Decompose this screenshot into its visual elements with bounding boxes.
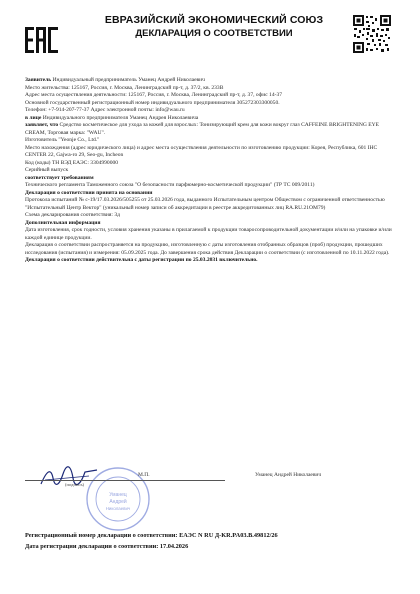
document-title <box>82 14 346 39</box>
body-line: Место нахождения (адрес юридического лица) и адрес места осуществления деятельности по изготовлению продукции: Корея, Республика, 601 IHC CENTER 22, Gajwa-ro 29, Seo-gu, Incheon <box>25 144 378 158</box>
registration-number: Регистрационный номер декларации о соответствии: ЕАЭС N RU Д-KR.PA03.B.49812/26 <box>25 532 278 539</box>
section-heading: Декларация о соответствии принята на основании <box>25 189 153 196</box>
signer-name: Уманец Андрей Николаевич <box>255 472 322 478</box>
body-line: Технического регламента Таможенного союза "О безопасности парфюмерно-косметической продукции" (ТР ТС 009/2011) <box>25 182 315 188</box>
body-line: Заявитель Индивидуальный предприниматель Уманец Андрей Николаевич <box>25 77 205 83</box>
section-heading: соответствует требованиям <box>25 174 94 181</box>
body-line: Дата изготовления, срок годности, условия хранения указаны в прилагаемой к продукции товаросопроводительной документации и/или на упаковке и/или каждой единице продукции. <box>25 227 392 241</box>
body-line: Схема декларирования соответствия: 3д <box>25 212 120 218</box>
body-line: заявляет, что Средство косметическое для ухода за кожей для взрослых: Тонизирующий крем для кожи вокруг глаз CAFFEINE BRIGHTENING EYE CREAM, Торговая марка: "WAU". <box>25 122 380 136</box>
title-union: ЕВРАЗИЙСКИЙ ЭКОНОМИЧЕСКИЙ СОЮЗ <box>104 14 324 26</box>
body-line: Адрес места осуществления деятельности: 125167, Россия, г. Москва, Ленинградский пр-т, д. 37, офис 14-37 <box>25 92 282 98</box>
registration-date: Дата регистрации декларации о соответствии: 17.04.2026 <box>25 543 189 550</box>
svg-text:Николаевич: Николаевич <box>105 506 131 511</box>
body-line: Телефон: +7-914-207-77-37 Адрес электронной почты: info@wau.ru <box>25 107 185 113</box>
body-line: Код (коды) ТН ВЭД ЕАЭС: 3304990000 <box>25 159 119 166</box>
body-line: Протокола испытаний № с-19/17.03.2026/505255 от 25.03.2026 года, выданного Испытательным центром Обществом с ограниченной ответственностью "Испытательный Центр Вектор" (уникальный номер записи об аккредитации в реестре аккредитованных лиц RA.RU.21ОМ79) <box>25 197 385 211</box>
section-heading: Дополнительная информация <box>25 219 101 226</box>
declaration-body <box>25 77 397 265</box>
validity-line: Декларация о соответствии действительна с даты регистрации по 25.03.2031 включительно. <box>25 257 258 263</box>
registration-block <box>25 530 397 552</box>
body-line: Место жительства: 125167, Россия, г. Москва, Ленинградский пр-т, д. 37/2, кв. 233В <box>25 84 224 91</box>
title-declaration: ДЕКЛАРАЦИЯ О СООТВЕТСТВИИ <box>135 28 293 39</box>
body-line: в лице Индивидуального предпринимателя Уманец Андрея Николаевича <box>25 114 199 121</box>
qr-code-icon <box>352 14 392 54</box>
body-line: Серийный выпуск <box>25 167 69 173</box>
body-line: Изготовитель "Yeonje Co., Ltd." <box>25 137 100 143</box>
eac-mark-icon <box>24 26 60 54</box>
signature-line <box>25 480 225 481</box>
body-line: Основной государственный регистрационный номер индивидуального предпринимателя 305272303300050. <box>25 99 280 106</box>
document-header <box>8 6 412 56</box>
seal-place-label: М.П. <box>138 472 150 478</box>
signature-row <box>25 464 397 511</box>
svg-text:Уманец: Уманец <box>109 492 127 498</box>
body-line: Декларация о соответствии распространяется на продукцию, изготовленную с даты изготовления отобранных образцов (проб) продукции, прошедших исследования (испытания) и измерения: 05.09.2025 года. До завершения срока действия Декларации о соответствии (с изготовленной по 10.11.2022 года). <box>25 242 390 256</box>
signature-caption: (подпись) <box>65 482 85 487</box>
svg-text:Андрей: Андрей <box>109 499 127 505</box>
